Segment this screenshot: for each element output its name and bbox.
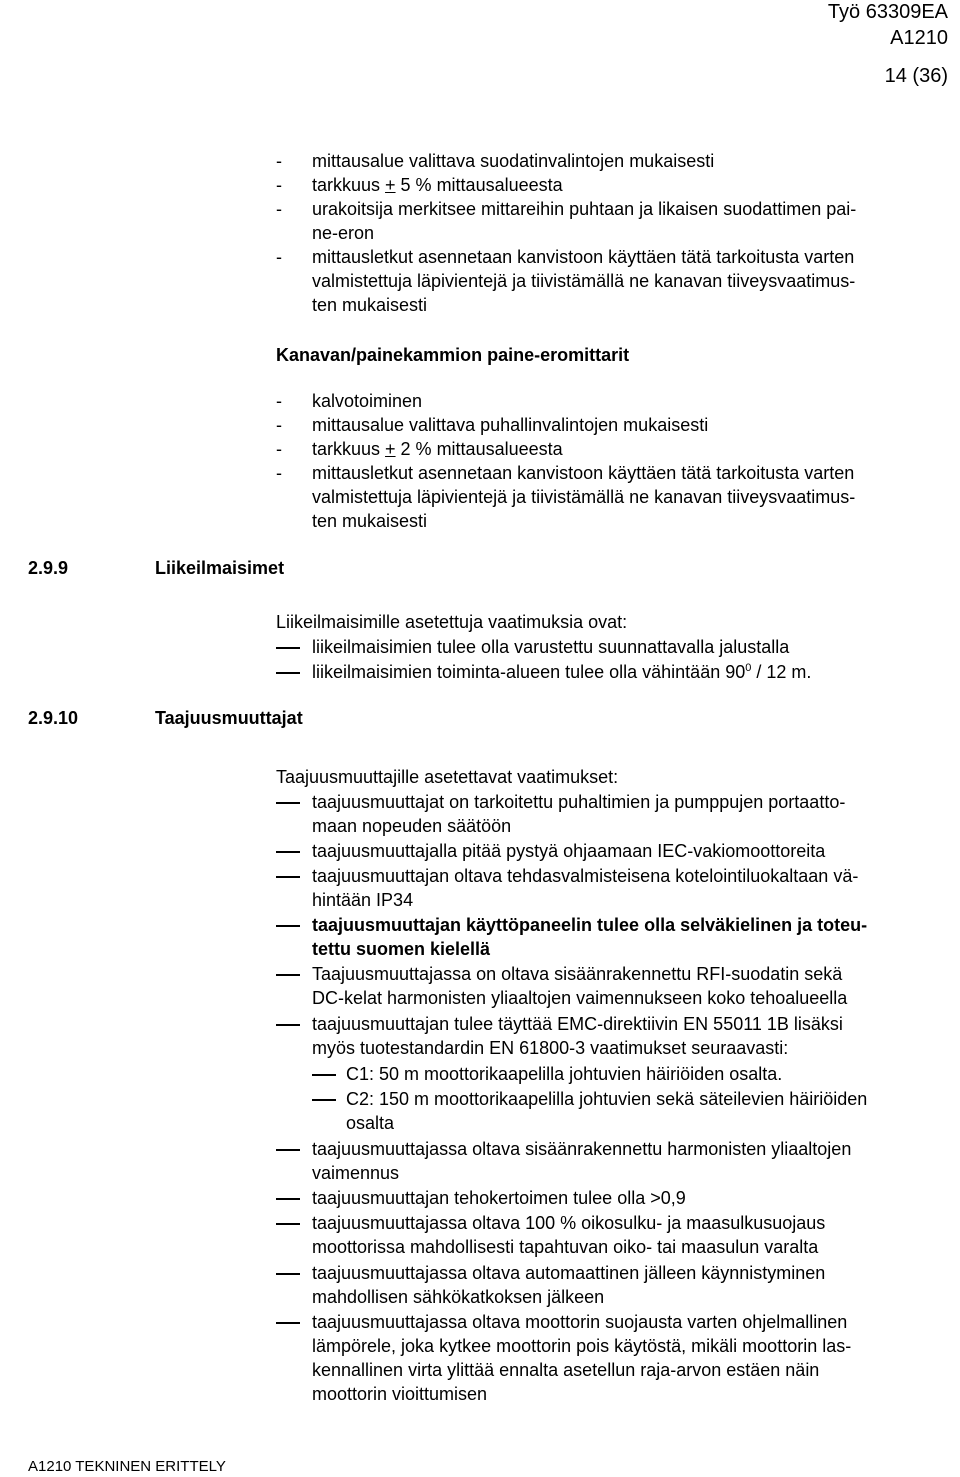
- sublist-bullet-dash: [312, 1074, 336, 1076]
- plus-minus-symbol: +: [385, 175, 396, 195]
- list-item-continuation: lämpörele, joka kytkee moottorin pois käytöstä, mikäli moottorin las-: [312, 1336, 852, 1356]
- list-bullet-dash: [276, 876, 300, 878]
- list-item-continuation: maan nopeuden säätöön: [312, 816, 512, 836]
- page-footer: A1210 TEKNINEN ERITTELY: [28, 1458, 226, 1475]
- list-item: urakoitsija merkitsee mittareihin puhtaan ja likaisen suodattimen pai-: [312, 199, 857, 219]
- list-dash: -: [276, 151, 282, 171]
- list-dash: -: [276, 199, 282, 219]
- subheading: Kanavan/painekammion paine-eromittarit: [276, 345, 630, 365]
- superscript: 0: [745, 662, 752, 674]
- document-code: A1210: [890, 27, 948, 49]
- list-dash: -: [276, 415, 282, 435]
- text: tarkkuus: [312, 439, 386, 459]
- text: 5 % mittausalueesta: [395, 175, 563, 195]
- intro-text: Liikeilmaisimille asetettuja vaatimuksia ovat:: [276, 612, 628, 632]
- list-item: mittausalue valittava suodatinvalintojen mukaisesti: [312, 151, 715, 171]
- list-item: [312, 437, 563, 461]
- sublist-item: C1: 50 m moottorikaapelilla johtuvien häiriöiden osalta.: [346, 1064, 783, 1084]
- list-item: [312, 173, 563, 197]
- list-item: taajuusmuuttajan oltava tehdasvalmisteisena kotelointiluokaltaan vä-: [312, 866, 859, 886]
- list-bullet-dash: [276, 1322, 300, 1324]
- list-bullet-dash: [276, 1273, 300, 1275]
- list-item: Taajuusmuuttajassa on oltava sisäänrakennettu RFI-suodatin sekä: [312, 964, 843, 984]
- list-item: [312, 660, 811, 684]
- text: tarkkuus: [312, 175, 386, 195]
- page-number: 14 (36): [884, 65, 948, 87]
- list-bullet-dash: [276, 1198, 300, 1200]
- list-item-continuation: DC-kelat harmonisten yliaaltojen vaimennukseen koko tehoalueella: [312, 988, 848, 1008]
- list-bullet-dash: [276, 925, 300, 927]
- list-item: taajuusmuuttajassa oltava moottorin suojausta varten ohjelmallinen: [312, 1312, 848, 1332]
- list-item-continuation: tettu suomen kielellä: [312, 939, 491, 959]
- list-bullet-dash: [276, 672, 300, 674]
- list-bullet-dash: [276, 851, 300, 853]
- section-number-2-9-10: 2.9.10: [28, 708, 79, 728]
- list-bullet-dash: [276, 1149, 300, 1151]
- list-item-continuation: moottorissa mahdollisesti tapahtuvan oiko- tai maasulun varalta: [312, 1237, 819, 1257]
- section-number-2-9-9: 2.9.9: [28, 558, 69, 578]
- list-bullet-dash: [276, 802, 300, 804]
- section-title-taajuusmuuttajat: Taajuusmuuttajat: [155, 708, 303, 728]
- text: liikeilmaisimien toiminta-alueen tulee olla vähintään 90: [312, 662, 746, 682]
- list-bullet-dash: [276, 974, 300, 976]
- list-item-continuation: ne-eron: [312, 223, 375, 243]
- work-id: Työ 63309EA: [827, 1, 948, 23]
- list-item-continuation: valmistettuja läpivientejä ja tiivistämällä ne kanavan tiiveysvaatimus-: [312, 487, 856, 507]
- sublist-item-continuation: osalta: [346, 1113, 395, 1133]
- list-item-continuation: moottorin vioittumisen: [312, 1384, 488, 1404]
- list-item: taajuusmuuttajalla pitää pystyä ohjaamaan IEC-vakiomoottoreita: [312, 841, 826, 861]
- list-item: kalvotoiminen: [312, 391, 423, 411]
- list-dash: -: [276, 175, 282, 195]
- list-dash: -: [276, 439, 282, 459]
- list-item: taajuusmuuttajassa oltava automaattinen jälleen käynnistyminen: [312, 1263, 826, 1283]
- list-item-continuation: valmistettuja läpivientejä ja tiivistämällä ne kanavan tiiveysvaatimus-: [312, 271, 856, 291]
- list-item: taajuusmuuttajan tehokertoimen tulee olla >0,9: [312, 1188, 686, 1208]
- list-item-continuation: mahdollisen sähkökatkoksen jälkeen: [312, 1287, 605, 1307]
- text: 2 % mittausalueesta: [395, 439, 563, 459]
- section-title-liikeilmaisimet: Liikeilmaisimet: [155, 558, 285, 578]
- list-item-continuation: vaimennus: [312, 1163, 400, 1183]
- list-dash: -: [276, 391, 282, 411]
- sublist-item: C2: 150 m moottorikaapelilla johtuvien sekä säteilevien häiriöiden: [346, 1089, 868, 1109]
- list-bullet-dash: [276, 1223, 300, 1225]
- list-item-continuation: myös tuotestandardin EN 61800-3 vaatimukset seuraavasti:: [312, 1038, 789, 1058]
- list-item: taajuusmuuttajat on tarkoitettu puhaltimien ja pumppujen portaatto-: [312, 792, 846, 812]
- intro-text: Taajuusmuuttajille asetettavat vaatimukset:: [276, 767, 619, 787]
- plus-minus-symbol: +: [385, 439, 396, 459]
- list-item: mittausalue valittava puhallinvalintojen mukaisesti: [312, 415, 709, 435]
- list-item: mittausletkut asennetaan kanvistoon käyttäen tätä tarkoitusta varten: [312, 463, 855, 483]
- list-item: taajuusmuuttajassa oltava sisäänrakennettu harmonisten yliaaltojen: [312, 1139, 852, 1159]
- list-item-continuation: kennallinen virta ylittää ennalta asetellun raja-arvon estäen näin: [312, 1360, 820, 1380]
- list-item: liikeilmaisimien tulee olla varustettu suunnattavalla jalustalla: [312, 637, 790, 657]
- list-bullet-dash: [276, 1024, 300, 1026]
- list-item-continuation: ten mukaisesti: [312, 511, 428, 531]
- list-dash: -: [276, 247, 282, 267]
- list-item: taajuusmuuttajan tulee täyttää EMC-direktiivin EN 55011 1B lisäksi: [312, 1014, 843, 1034]
- list-item: taajuusmuuttajassa oltava 100 % oikosulku- ja maasulkusuojaus: [312, 1213, 826, 1233]
- text: / 12 m.: [751, 662, 812, 682]
- list-item-continuation: ten mukaisesti: [312, 295, 428, 315]
- list-item-emphasized: taajuusmuuttajan käyttöpaneelin tulee olla selväkielinen ja toteu-: [312, 915, 868, 935]
- list-item: mittausletkut asennetaan kanvistoon käyttäen tätä tarkoitusta varten: [312, 247, 855, 267]
- list-dash: -: [276, 463, 282, 483]
- list-bullet-dash: [276, 647, 300, 649]
- list-item-continuation: hintään IP34: [312, 890, 414, 910]
- sublist-bullet-dash: [312, 1099, 336, 1101]
